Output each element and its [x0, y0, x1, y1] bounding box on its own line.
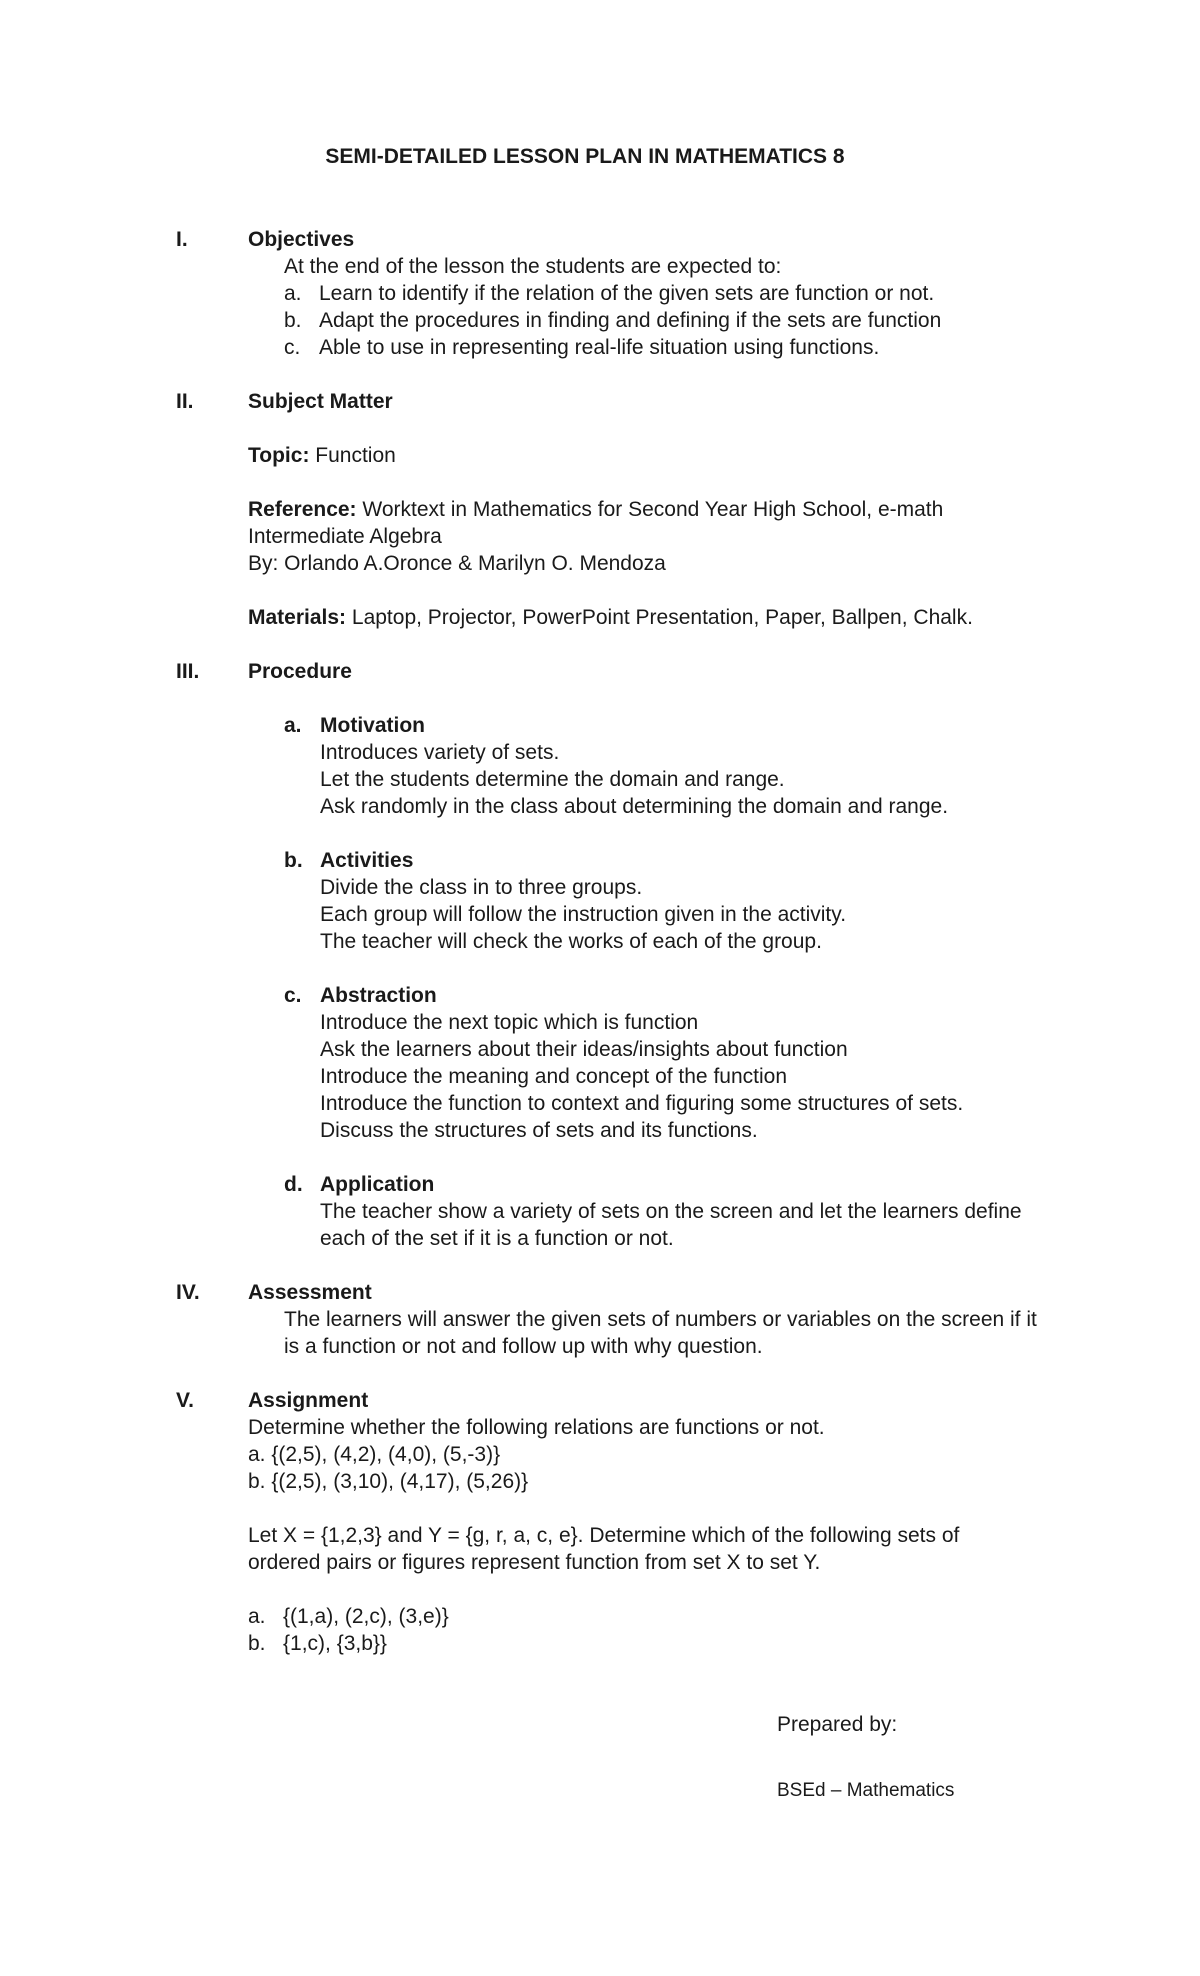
procedure-step-label: a.	[284, 714, 302, 737]
objective-item: a. Learn to identify if the relation of the given sets are function or not.	[284, 282, 935, 305]
procedure-step-motivation: Motivation Introduces variety of sets. Let the students determine the domain and range. Ask randomly in the class about determining the domain and range.	[320, 714, 949, 818]
assessment-text: The learners will answer the given sets of numbers or variables on the screen if it is a function or not and follow up with why question.	[284, 1308, 1037, 1358]
section-numeral-procedure: III.	[176, 660, 200, 683]
procedure-step-activities: Activities Divide the class in to three groups. Each group will follow the instruction given in the activity. The teacher will check the works of each of the group.	[320, 849, 847, 953]
relation-item: a. {(2,5), (4,2), (4,0), (5,-3)}	[248, 1443, 501, 1466]
document-title: SEMI-DETAILED LESSON PLAN IN MATHEMATICS 8	[325, 145, 845, 168]
section-numeral-assessment: IV.	[176, 1281, 200, 1304]
assignment-relations: Determine whether the following relations are functions or not. a. {(2,5), (4,2), (4,0), (5,-3)} b. {(2,5), (3,10), (4,17), (5,26)}	[248, 1416, 825, 1493]
section-heading-subject-matter: Subject Matter	[248, 390, 393, 413]
course-label: BSEd – Mathematics	[777, 1780, 955, 1801]
objective-item: c. Able to use in representing real-life situation using functions.	[284, 336, 880, 359]
section-heading-assessment: Assessment	[248, 1281, 372, 1304]
section-numeral-assignment: V.	[176, 1389, 194, 1412]
section-numeral-subject-matter: II.	[176, 390, 194, 413]
procedure-step-label: c.	[284, 984, 302, 1007]
option-item: a. {(1,a), (2,c), (3,e)}	[248, 1605, 449, 1628]
option-item: b. {1,c), {3,b}}	[248, 1632, 387, 1655]
section-heading-assignment: Assignment	[248, 1389, 369, 1412]
procedure-step-label: d.	[284, 1173, 303, 1196]
objectives-list	[284, 253, 941, 361]
relation-item: b. {(2,5), (3,10), (4,17), (5,26)}	[248, 1470, 529, 1493]
procedure-step-application: Application The teacher show a variety of sets on the screen and let the learners define each of the set if it is a function or not.	[320, 1173, 1022, 1250]
assignment-paragraph: Let X = {1,2,3} and Y = {g, r, a, c, e}. Determine which of the following sets of ordered pairs or figures represent function from set X to set Y.	[248, 1524, 960, 1574]
objective-item: b. Adapt the procedures in finding and defining if the sets are function	[284, 309, 942, 332]
procedure-step-abstraction: Abstraction Introduce the next topic which is function Ask the learners about their ideas/insights about function Introduce the meaning and concept of the function Introduce the function to context and figuring some structures of sets. Discuss the structures of sets and its functions.	[320, 984, 964, 1142]
section-heading-procedure: Procedure	[248, 660, 352, 683]
reference-block: Reference: Worktext in Mathematics for Second Year High School, e-math Intermediate Algebra By: Orlando A.Oronce & Marilyn O. Mendoza	[248, 498, 944, 575]
procedure-step-label: b.	[284, 849, 303, 872]
section-numeral-objectives: I.	[176, 228, 188, 251]
section-heading-objectives: Objectives	[248, 228, 355, 251]
topic-line: Topic: Function	[248, 444, 396, 467]
objectives-intro: At the end of the lesson the students are expected to:	[284, 255, 782, 278]
prepared-by-label: Prepared by:	[777, 1713, 898, 1736]
materials-line: Materials: Laptop, Projector, PowerPoint Presentation, Paper, Ballpen, Chalk.	[248, 606, 973, 629]
assignment-options	[248, 1603, 449, 1657]
